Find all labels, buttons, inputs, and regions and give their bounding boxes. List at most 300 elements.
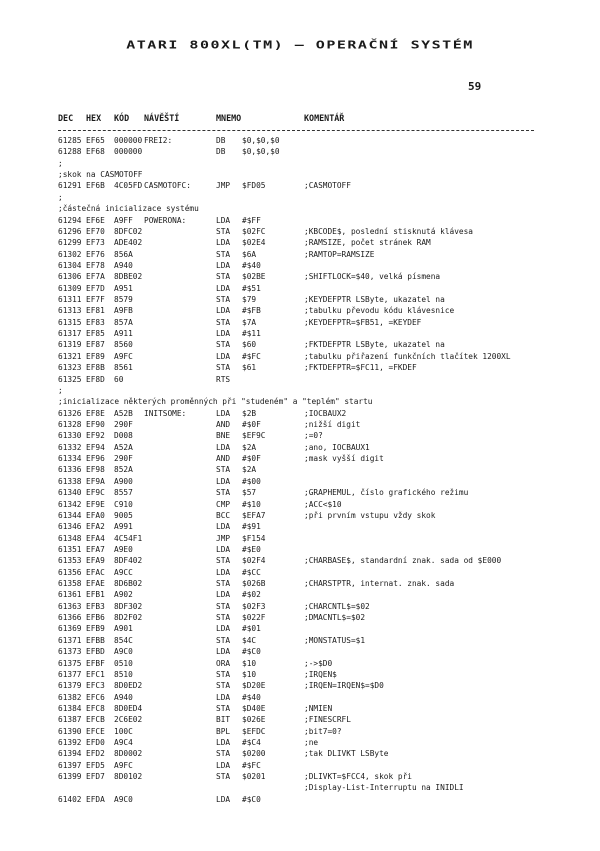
- machine-code: 9005: [114, 510, 133, 520]
- hex-address: EF83: [86, 317, 105, 327]
- operand: $60: [242, 340, 257, 350]
- operand: #$C0: [242, 647, 261, 657]
- machine-code: 8D6B02: [114, 579, 143, 589]
- listing-row: [58, 555, 578, 566]
- comment: ;Display-List-Interruptu na INIDLI: [304, 783, 464, 793]
- comment: ;DMACNTL$=$02: [304, 613, 366, 623]
- comment-text: ;skok na CASMOTOFF: [58, 170, 143, 180]
- listing-row: [58, 726, 578, 737]
- listing-row: [58, 635, 578, 646]
- hex-address: EFC1: [86, 669, 105, 679]
- hex-address: EFA4: [86, 533, 105, 543]
- operand: $EF9C: [242, 431, 266, 441]
- mnemonic: STA: [216, 465, 231, 475]
- operand: $79: [242, 295, 257, 305]
- machine-code: A9CC: [114, 567, 133, 577]
- listing-row: [58, 180, 578, 191]
- operand: $02E4: [242, 238, 266, 248]
- operand: $026E: [242, 715, 266, 725]
- comment: ;ACC<$10: [304, 499, 342, 509]
- listing-row: [58, 760, 578, 771]
- listing-row: [58, 260, 578, 271]
- hex-address: EFBB: [86, 635, 105, 645]
- listing-row: [58, 351, 578, 362]
- hex-address: EF76: [86, 249, 105, 259]
- operand: $0,$0,$0: [242, 136, 280, 145]
- dec-address: 61323: [58, 363, 82, 373]
- listing-row: [58, 135, 578, 146]
- comment-line: [58, 169, 578, 180]
- hex-address: EFB6: [86, 613, 105, 623]
- hex-address: EF8B: [86, 363, 105, 373]
- listing-row: [58, 271, 578, 282]
- listing-row: [58, 362, 578, 373]
- machine-code: 4C54F1: [114, 533, 143, 543]
- machine-code: 8D2F02: [114, 613, 143, 623]
- machine-code: A951: [114, 283, 133, 293]
- comment: ;bit7=0?: [304, 726, 342, 736]
- machine-code: 8579: [114, 295, 133, 305]
- hex-address: EF87: [86, 340, 105, 350]
- machine-code: 290F: [114, 419, 133, 429]
- listing-row: [58, 215, 578, 226]
- hex-address: EF9E: [86, 499, 105, 509]
- dec-address: 61319: [58, 340, 82, 350]
- comment-line: [58, 192, 578, 203]
- dec-address: 61302: [58, 249, 82, 259]
- dec-address: 61317: [58, 329, 82, 339]
- comment-line: [58, 158, 578, 169]
- dec-address: 61379: [58, 681, 82, 691]
- operand: #$40: [242, 692, 261, 702]
- machine-code: 8510: [114, 669, 133, 679]
- mnemonic: LDA: [216, 522, 231, 532]
- dec-address: 61315: [58, 317, 82, 327]
- operand: #$FC: [242, 760, 261, 770]
- mnemonic: STA: [216, 272, 231, 282]
- comment: ;CHARSTPTR, internat. znak. sada: [304, 579, 455, 589]
- listing-row: [58, 146, 578, 157]
- machine-code: 8DBE02: [114, 272, 143, 282]
- listing-row: [58, 578, 578, 589]
- comment: ;ne: [304, 738, 319, 748]
- column-header-mnemo: MNEMO: [216, 113, 242, 123]
- mnemonic: STA: [216, 772, 231, 782]
- comment: ;CASMOTOFF: [304, 181, 351, 191]
- comment: ;NMIEN: [304, 703, 333, 713]
- dec-address: 61332: [58, 442, 82, 452]
- label: POWERONA:: [144, 215, 187, 225]
- operand: $02FC: [242, 226, 266, 236]
- hex-address: EF8E: [86, 408, 105, 418]
- dec-address: 61291: [58, 181, 82, 191]
- operand: $7A: [242, 317, 257, 327]
- operand: $022F: [242, 613, 266, 623]
- dec-address: 61326: [58, 408, 82, 418]
- machine-code: A911: [114, 329, 133, 339]
- comment: ;tak DLIVKT LSByte: [304, 749, 389, 759]
- mnemonic: LDA: [216, 692, 231, 702]
- machine-code: D008: [114, 431, 133, 441]
- mnemonic: LDA: [216, 442, 231, 452]
- listing-row: [58, 430, 578, 441]
- dec-address: 61346: [58, 522, 82, 532]
- dec-address: 61344: [58, 510, 82, 520]
- hex-address: EF9C: [86, 488, 105, 498]
- listing-row: [58, 623, 578, 634]
- mnemonic: LDA: [216, 476, 231, 486]
- hex-address: EFDA: [86, 794, 105, 804]
- operand: $57: [242, 488, 257, 498]
- comment: ;KEYDEFPTR=$FB51, =KEYDEF: [304, 317, 422, 327]
- machine-code: 100C: [114, 726, 133, 736]
- listing-row: [58, 692, 578, 703]
- machine-code: A9FC: [114, 760, 133, 770]
- mnemonic: LDA: [216, 329, 231, 339]
- mnemonic: STA: [216, 556, 231, 566]
- machine-code: 8D0102: [114, 772, 143, 782]
- mnemonic: STA: [216, 681, 231, 691]
- assembly-listing: [58, 135, 578, 805]
- machine-code: A52A: [114, 442, 133, 452]
- mnemonic: STA: [216, 749, 231, 759]
- operand: $D20E: [242, 681, 266, 691]
- operand: $02F3: [242, 601, 266, 611]
- comment: ;RAMSIZE, počet stránek RAM: [304, 238, 431, 248]
- mnemonic: STA: [216, 703, 231, 713]
- mnemonic: LDA: [216, 567, 231, 577]
- listing-row: [58, 237, 578, 248]
- machine-code: 2C6E02: [114, 715, 143, 725]
- comment: ;CHARBASE$, standardní znak. sada od $E000: [304, 556, 502, 566]
- operand: $2A: [242, 442, 257, 452]
- machine-code: 857A: [114, 317, 133, 327]
- machine-code: 8D0ED2: [114, 681, 143, 691]
- machine-code: 8DFC02: [114, 226, 143, 236]
- comment: ;->$D0: [304, 658, 333, 668]
- operand: $D40E: [242, 703, 266, 713]
- listing-row: [58, 646, 578, 657]
- dec-address: 61313: [58, 306, 82, 316]
- hex-address: EFA0: [86, 510, 105, 520]
- mnemonic: ORA: [216, 658, 231, 668]
- operand: #$FB: [242, 306, 261, 316]
- dec-address: 61304: [58, 260, 82, 270]
- listing-row: [58, 521, 578, 532]
- dec-address: 61340: [58, 488, 82, 498]
- listing-row: [58, 567, 578, 578]
- dec-address: 61375: [58, 658, 82, 668]
- listing-row: [58, 499, 578, 510]
- machine-code: ADE402: [114, 238, 143, 248]
- comment: ;nižší digit: [304, 419, 361, 429]
- hex-address: EFB9: [86, 624, 105, 634]
- hex-address: EF7D: [86, 283, 105, 293]
- hex-address: EF73: [86, 238, 105, 248]
- column-header-hex: HEX: [86, 113, 102, 123]
- dec-address: 61330: [58, 431, 82, 441]
- operand: $4C: [242, 635, 257, 645]
- machine-code: A9C0: [114, 647, 133, 657]
- listing-row: [58, 510, 578, 521]
- machine-code: C910: [114, 499, 133, 509]
- hex-address: EF78: [86, 260, 105, 270]
- machine-code: 854C: [114, 635, 133, 645]
- listing-row: [58, 771, 578, 782]
- dec-address: 61325: [58, 374, 82, 384]
- comment-line: [58, 385, 578, 396]
- operand: $10: [242, 669, 257, 679]
- listing-row: [58, 782, 578, 793]
- mnemonic: BNE: [216, 431, 231, 441]
- mnemonic: STA: [216, 340, 231, 350]
- dec-address: 61390: [58, 726, 82, 736]
- comment-text: ;částečná inicializace systému: [58, 204, 199, 214]
- mnemonic: BCC: [216, 510, 231, 520]
- listing-row: [58, 408, 578, 419]
- machine-code: A940: [114, 692, 133, 702]
- listing-row: [58, 476, 578, 487]
- comment: ;SHIFTLOCK=$40, velká písmena: [304, 272, 441, 282]
- machine-code: 8D0002: [114, 749, 143, 759]
- listing-row: [58, 328, 578, 339]
- column-header-comment: KOMENTÁŘ: [304, 113, 345, 123]
- machine-code: 8DF402: [114, 556, 143, 566]
- mnemonic: BIT: [216, 715, 231, 725]
- machine-code: 60: [114, 374, 124, 384]
- dec-address: 61328: [58, 419, 82, 429]
- listing-row: [58, 703, 578, 714]
- listing-row: [58, 601, 578, 612]
- machine-code: A940: [114, 260, 133, 270]
- dec-address: 61399: [58, 772, 82, 782]
- operand: $2A: [242, 465, 257, 475]
- mnemonic: JMP: [216, 181, 231, 191]
- dec-address: 61299: [58, 238, 82, 248]
- operand: $2B: [242, 408, 257, 418]
- comment: ;RAMTOP=RAMSIZE: [304, 249, 375, 259]
- label: INITSOME:: [144, 408, 187, 418]
- dec-address: 61348: [58, 533, 82, 543]
- hex-address: EF98: [86, 465, 105, 475]
- mnemonic: LDA: [216, 760, 231, 770]
- machine-code: A9C0: [114, 794, 133, 804]
- hex-address: EFB3: [86, 601, 105, 611]
- dec-address: 61387: [58, 715, 82, 725]
- mnemonic: LDA: [216, 794, 231, 804]
- hex-address: EFA9: [86, 556, 105, 566]
- dec-address: 61306: [58, 272, 82, 282]
- label: CASMOTOFC:: [144, 181, 191, 191]
- mnemonic: CMP: [216, 499, 231, 509]
- mnemonic: LDA: [216, 624, 231, 634]
- dec-address: 61285: [58, 136, 82, 145]
- comment-text: ;: [58, 192, 63, 202]
- comment-line: [58, 396, 578, 407]
- comment: ;ano, IOCBAUX1: [304, 442, 370, 452]
- comment: ;IRQEN=IRQEN$=$D0: [304, 681, 384, 691]
- comment: ;KBCODE$, poslední stisknutá klávesa: [304, 226, 473, 236]
- operand: #$40: [242, 260, 261, 270]
- comment-text: ;: [58, 385, 63, 395]
- listing-row: [58, 464, 578, 475]
- machine-code: 8D0ED4: [114, 703, 143, 713]
- hex-address: EFD0: [86, 738, 105, 748]
- column-header-label: NÁVĚŠTÍ: [144, 113, 180, 123]
- listing-row: [58, 680, 578, 691]
- hex-address: EF89: [86, 351, 105, 361]
- dec-address: 61358: [58, 579, 82, 589]
- comment: ;IRQEN$: [304, 669, 337, 679]
- comment-text: ;inicializace některých proměnných při "studeném" a "teplém" startu: [58, 397, 373, 407]
- hex-address: EF7A: [86, 272, 105, 282]
- hex-address: EFC6: [86, 692, 105, 702]
- hex-address: EFD7: [86, 772, 105, 782]
- listing-row: [58, 533, 578, 544]
- mnemonic: LDA: [216, 738, 231, 748]
- dec-address: 61377: [58, 669, 82, 679]
- operand: $0201: [242, 772, 266, 782]
- dec-address: 61394: [58, 749, 82, 759]
- listing-row: [58, 669, 578, 680]
- machine-code: A900: [114, 476, 133, 486]
- hex-address: EFBF: [86, 658, 105, 668]
- machine-code: 852A: [114, 465, 133, 475]
- mnemonic: LDA: [216, 238, 231, 248]
- listing-row: [58, 226, 578, 237]
- listing-row: [58, 612, 578, 623]
- dec-address: 61311: [58, 295, 82, 305]
- hex-address: EF70: [86, 226, 105, 236]
- dec-address: 61402: [58, 794, 82, 804]
- machine-code: A9FC: [114, 351, 133, 361]
- listing-row: [58, 737, 578, 748]
- operand: #$C0: [242, 794, 261, 804]
- mnemonic: STA: [216, 488, 231, 498]
- operand: $EFA7: [242, 510, 266, 520]
- machine-code: A9E0: [114, 544, 133, 554]
- hex-address: EFA2: [86, 522, 105, 532]
- operand: #$00: [242, 476, 261, 486]
- mnemonic: STA: [216, 226, 231, 236]
- hex-address: EF85: [86, 329, 105, 339]
- listing-row: [58, 317, 578, 328]
- comment: ;GRAPHEMUL, číslo grafického režimu: [304, 488, 469, 498]
- hex-address: EFCB: [86, 715, 105, 725]
- mnemonic: STA: [216, 601, 231, 611]
- hex-address: EFC8: [86, 703, 105, 713]
- dec-address: 61309: [58, 283, 82, 293]
- hex-address: EF92: [86, 431, 105, 441]
- hex-address: EFBD: [86, 647, 105, 657]
- mnemonic: LDA: [216, 260, 231, 270]
- comment: ;FINESCRFL: [304, 715, 351, 725]
- comment-line: [58, 203, 578, 214]
- mnemonic: STA: [216, 363, 231, 373]
- mnemonic: STA: [216, 317, 231, 327]
- operand: $6A: [242, 249, 257, 259]
- operand: #$02: [242, 590, 261, 600]
- listing-row: [58, 714, 578, 725]
- operand: #$FC: [242, 351, 261, 361]
- column-header-code: KÓD: [114, 113, 130, 123]
- dec-address: 61392: [58, 738, 82, 748]
- comment: ;IOCBAUX2: [304, 408, 347, 418]
- operand: #$10: [242, 499, 261, 509]
- hex-address: EFAC: [86, 567, 105, 577]
- dec-address: 61336: [58, 465, 82, 475]
- operand: $02BE: [242, 272, 266, 282]
- hex-address: EF7F: [86, 295, 105, 305]
- hex-address: EF68: [86, 147, 105, 157]
- mnemonic: LDA: [216, 544, 231, 554]
- dec-address: 61363: [58, 601, 82, 611]
- dec-address: 61356: [58, 567, 82, 577]
- hex-address: EF81: [86, 306, 105, 316]
- operand: $02F4: [242, 556, 266, 566]
- comment: ;MONSTATUS=$1: [304, 635, 366, 645]
- mnemonic: LDA: [216, 647, 231, 657]
- operand: $10: [242, 658, 257, 668]
- comment: ;KEYDEFPTR LSByte, ukazatel na: [304, 295, 445, 305]
- listing-row: [58, 748, 578, 759]
- operand: #$91: [242, 522, 261, 532]
- listing-row: [58, 453, 578, 464]
- machine-code: 8557: [114, 488, 133, 498]
- operand: #$CC: [242, 567, 261, 577]
- dec-address: 61351: [58, 544, 82, 554]
- machine-code: 8DF302: [114, 601, 143, 611]
- machine-code: A52B: [114, 408, 133, 418]
- mnemonic: LDA: [216, 306, 231, 316]
- dec-address: 61296: [58, 226, 82, 236]
- mnemonic: DB: [216, 136, 226, 145]
- hex-address: EFC3: [86, 681, 105, 691]
- dec-address: 61371: [58, 635, 82, 645]
- hex-address: EF8D: [86, 374, 105, 384]
- listing-row: [58, 544, 578, 555]
- operand: $EFDC: [242, 726, 266, 736]
- dec-address: 61382: [58, 692, 82, 702]
- dec-address: 61334: [58, 454, 82, 464]
- comment: ;DLIVKT=$FCC4, skok při: [304, 772, 412, 782]
- dec-address: 61321: [58, 351, 82, 361]
- mnemonic: LDA: [216, 351, 231, 361]
- hex-address: EFA7: [86, 544, 105, 554]
- listing-row: [58, 249, 578, 260]
- machine-code: A9C4: [114, 738, 133, 748]
- hex-address: EF90: [86, 419, 105, 429]
- machine-code: 000000: [114, 136, 143, 145]
- mnemonic: AND: [216, 454, 231, 464]
- operand: #$FF: [242, 215, 261, 225]
- machine-code: 000000: [114, 147, 143, 157]
- machine-code: 8561: [114, 363, 133, 373]
- operand: #$11: [242, 329, 261, 339]
- operand: #$01: [242, 624, 261, 634]
- label: FREI2:: [144, 136, 173, 145]
- dec-address: 61353: [58, 556, 82, 566]
- hex-address: EFB1: [86, 590, 105, 600]
- hex-address: EFD2: [86, 749, 105, 759]
- dec-address: 61338: [58, 476, 82, 486]
- machine-code: A9FB: [114, 306, 133, 316]
- comment: ;=0?: [304, 431, 323, 441]
- listing-row: [58, 487, 578, 498]
- listing-row: [58, 419, 578, 430]
- dec-address: 61294: [58, 215, 82, 225]
- dec-address: 61366: [58, 613, 82, 623]
